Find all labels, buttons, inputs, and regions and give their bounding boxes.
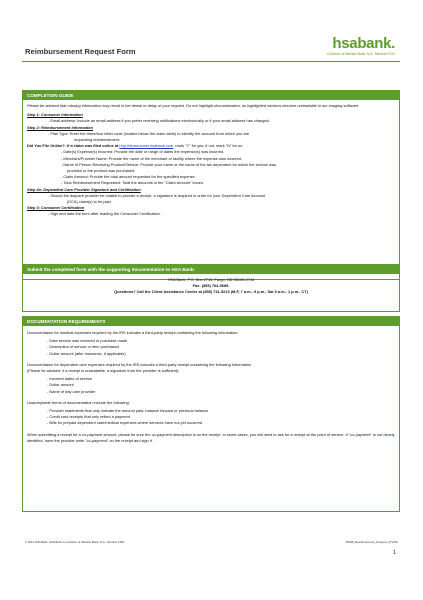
unacceptable-intro: Unacceptable forms of documentation include the following:	[27, 399, 130, 405]
merchant-name: - Merchant/Provider Name: Provide the name of the merchant or facility where the expense was incurred.	[61, 155, 242, 161]
header-rule	[22, 61, 400, 62]
page-number: 1	[393, 550, 396, 556]
step2-plan-type-cont: requesting reimbursement.	[74, 137, 121, 143]
completion-guide-section	[22, 90, 400, 280]
list-item: Credit card receipts that only reflect a payment	[49, 414, 130, 420]
dependent-intro: Documentation for dependent care expenses required by the IRS includes a third-party receipt containing the following information	[27, 361, 252, 367]
questions-contact: Questions? Call the Client Assistance Center at (855) 731-5213 (M-F, 7 a.m.- 9 p.m., Sat 9 a.m.- 1 p.m., CT)	[114, 289, 308, 295]
submit-section	[22, 264, 400, 312]
list-item: Description of service or item purchased	[49, 344, 119, 350]
total-reimbursement: - Total Reimbursement Requested: Total the amounts in the "Claim Amount" boxes.	[61, 180, 204, 186]
person-receiving-cont: provided or the product was purchased.	[67, 168, 136, 174]
list-item: Dollar amount	[49, 382, 74, 388]
list-item: Date service was received or purchase made	[49, 338, 128, 344]
step2a-title: Step 2a: Dependent Care Provider Signature and Certification	[27, 186, 141, 192]
copay-note: When submitting a receipt for a co-payment amount, please be sure the co-payment description is on the receipt. In some cases, you will need to ask for a receipt at the point of service. If "co-payment" is not clearly identified, have the provider write "co-payment" on the receipt and sign it.	[27, 431, 395, 443]
logo-wordmark: hsabank.	[332, 35, 395, 52]
online-claims-link[interactable]: http://hbaccounts.hsabank.com	[119, 143, 174, 149]
documentation-heading: DOCUMENTATION REQUIREMENTS	[23, 317, 399, 326]
step3-title: Step 3: Consumer Certification	[27, 205, 85, 211]
step1-email: - Email address: Include an email address if you prefer receiving notifications electronically or if your email address has changed.	[48, 118, 270, 124]
footer	[25, 540, 398, 544]
dependent-intro-note: (Please be advised: if a receipt is unavailable, a signature from the provider is sufficient):	[27, 368, 180, 374]
did-online-text-a: Did You File Online?: If a claim was filed online at	[27, 143, 120, 149]
logo-tagline: A Division of Webster Bank, N.A., Member FDIC	[326, 52, 395, 56]
step1-title: Step 1: Consumer Information	[27, 112, 83, 118]
step2-plan-type: - Plan Type: Enter the three/four letter code (located below the claim table) to identify the account from which you are	[48, 130, 250, 136]
medical-intro: Documentation for medical expenses required by the IRS includes a third-party receipt containing the following information:	[27, 330, 239, 335]
dates-incurred: - Date(s) Expense(s) Incurred: Provide the date or range of dates the expense(s) was incurred.	[61, 149, 225, 155]
claim-amount: - Claim Amount: Provide the total amount requested for the specified expense.	[61, 174, 196, 180]
did-online-text-b: , mark "Y" for yes; if not, mark "N" for no.	[173, 143, 244, 149]
footer-form-code: TD998_Reimbursement_Request_0714TA	[345, 540, 398, 544]
footer-copyright: © 2014 HSA Bank. HSA Bank is a division of Webster Bank, N.A., Member FDIC	[25, 540, 125, 544]
page-title: Reimbursement Request Form	[25, 47, 136, 56]
completion-guide-heading: COMPLETION GUIDE	[23, 91, 399, 100]
hsa-bank-logo	[327, 36, 395, 56]
step2-title: Step 2: Reimbursement Information	[27, 124, 93, 130]
completion-intro: Please be advised that missing information may result in the denial or delay of your request. Do not highlight documentation, as highlighted sections become unreadable in our imaging software.	[27, 103, 360, 108]
step3-text: - Sign and date the form after reading the Consumer Certification.	[48, 211, 161, 217]
mailing-address: HSA Bank, P.O. Box 2744, Fargo, ND 58108-2744	[167, 277, 255, 282]
list-item: Bills for prepaid dependent care/medical expenses where services have not yet occurred	[49, 420, 203, 426]
fax-number: Fax: (855) 764-5689.	[192, 283, 230, 289]
step2a-text-cont: (DCA) claim(s) to be paid.	[67, 199, 112, 205]
list-item: Dollar amount (after insurance, if applicable)	[49, 350, 126, 356]
list-item: Provider statements that only indicate the amount paid, balance forward or previous balance	[49, 408, 209, 414]
person-receiving: - Name of Person Receiving Product/Service: Provide your name or the name of the tax dependent for which the service was	[61, 161, 276, 167]
documentation-section	[22, 316, 400, 512]
step2a-text: - Should the daycare provider be unable to provide a receipt, a signature is required in order for your Dependent Care Account	[48, 192, 266, 198]
list-item: Name of day care provider	[49, 388, 96, 394]
unacceptable-list: - Provider statements that only indicate the amount paid, balance forward or previous balance - Credit card receipts that only reflect a payment - Bills for prepaid dependent care/medical expenses where services have not yet occurred	[47, 408, 209, 426]
dependent-list: - Incurred dates of service - Dollar amount - Name of day care provider	[47, 376, 96, 394]
submit-heading: Submit the completed form with the supporting documentation to HSA Bank:	[23, 265, 399, 274]
medical-list: - Date service was received or purchase made - Description of service or item purchased - Dollar amount (after insurance, if applicable)	[47, 338, 128, 356]
list-item: Incurred dates of service	[49, 376, 92, 382]
